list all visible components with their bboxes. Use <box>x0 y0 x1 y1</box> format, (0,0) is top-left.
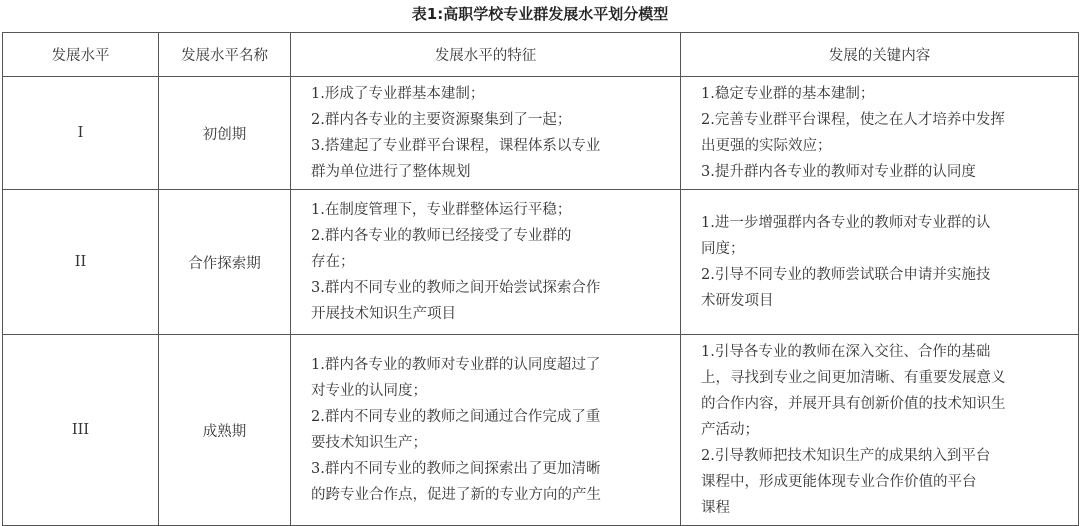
level-name-cell: 合作探索期 <box>159 190 291 335</box>
level-name-cell: 初创期 <box>159 77 291 190</box>
cell-line: 课程中，形成更能体现专业合作价值的平台 <box>701 474 977 490</box>
cell-line: 产活动； <box>701 422 759 438</box>
table-title: 表1:高职学校专业群发展水平划分模型 <box>411 5 669 23</box>
cell-line: 1.形成了专业群基本建制； <box>311 86 485 102</box>
cell-line: 1.引导各专业的教师在深入交往、合作的基础 <box>701 344 991 360</box>
table-row <box>3 77 1079 190</box>
cell-line: 2.引导教师把技术知识生产的成果纳入到平台 <box>701 448 991 464</box>
level-cell: III <box>3 335 159 526</box>
cell-line: 3.搭建起了专业群平台课程，课程体系以专业 <box>311 138 601 154</box>
cell-line: 1.在制度管理下，专业群整体运行平稳； <box>311 202 572 218</box>
development-level-table <box>2 32 1079 526</box>
level-cell: I <box>3 77 159 190</box>
key-content-cell <box>681 335 1079 526</box>
cell-line: 3.群内不同专业的教师之间探索出了更加清晰 <box>311 461 601 477</box>
level-cell: II <box>3 190 159 335</box>
features-cell <box>291 77 681 190</box>
cell-line: 同度； <box>701 241 745 257</box>
cell-line: 的跨专业合作点，促进了新的专业方向的产生 <box>311 487 601 503</box>
features-cell <box>291 190 681 335</box>
cell-line: 要技术知识生产； <box>311 435 427 451</box>
cell-line: 2.群内各专业的主要资源聚集到了一起； <box>311 112 572 128</box>
cell-line: 2.群内不同专业的教师之间通过合作完成了重 <box>311 409 601 425</box>
level-name-cell: 成熟期 <box>159 335 291 526</box>
cell-line: 3.群内不同专业的教师之间开始尝试探索合作 <box>311 280 601 296</box>
key-content-cell <box>681 190 1079 335</box>
cell-line: 对专业的认同度； <box>311 383 427 399</box>
header-features: 发展水平的特征 <box>291 33 681 77</box>
cell-line: 1.群内各专业的教师对专业群的认同度超过了 <box>311 357 601 373</box>
cell-line: 2.群内各专业的教师已经接受了专业群的 <box>311 228 572 244</box>
header-key-content: 发展的关键内容 <box>681 33 1079 77</box>
cell-line: 群为单位进行了整体规划 <box>311 164 471 180</box>
cell-line: 术研发项目 <box>701 293 774 309</box>
cell-line: 开展技术知识生产项目 <box>311 306 456 322</box>
cell-line: 出更强的实际效应； <box>701 138 832 154</box>
features-cell <box>291 335 681 526</box>
cell-line: 3.提升群内各专业的教师对专业群的认同度 <box>701 164 976 180</box>
cell-line: 存在； <box>311 254 355 270</box>
header-level: 发展水平 <box>3 33 159 77</box>
cell-line: 的合作内容，并展开具有创新价值的技术知识生 <box>701 396 1006 412</box>
header-name: 发展水平名称 <box>159 33 291 77</box>
cell-line: 课程 <box>701 500 730 516</box>
table-row <box>3 335 1079 526</box>
table-header-row <box>3 33 1079 77</box>
cell-line: 上，寻找到专业之间更加清晰、有重要发展意义 <box>701 370 1006 386</box>
cell-line: 1.进一步增强群内各专业的教师对专业群的认 <box>701 215 991 231</box>
table-row <box>3 190 1079 335</box>
cell-line: 2.引导不同专业的教师尝试联合申请并实施技 <box>701 267 991 283</box>
cell-line: 2.完善专业群平台课程，使之在人才培养中发挥 <box>701 112 1005 128</box>
cell-line: 1.稳定专业群的基本建制； <box>701 86 875 102</box>
key-content-cell <box>681 77 1079 190</box>
